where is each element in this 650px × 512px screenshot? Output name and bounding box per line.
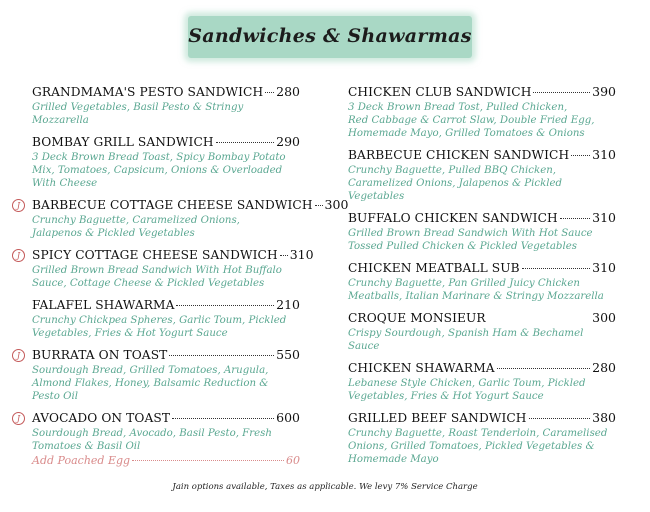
item-price: 300 xyxy=(592,310,616,325)
left-menu-column xyxy=(16,84,349,474)
menu-item xyxy=(16,247,314,290)
item-price: 310 xyxy=(592,210,616,225)
addon-line xyxy=(32,454,300,467)
item-description: Crunchy Baguette, Caramelized Onions, Jalapenos & Pickled Vegetables xyxy=(32,215,240,239)
item-name: CHICKEN MEATBALL SUB xyxy=(348,261,520,275)
leader-dots xyxy=(571,155,590,156)
item-price: 210 xyxy=(276,297,300,312)
item-price: 280 xyxy=(592,360,616,375)
item-price: 310 xyxy=(592,260,616,275)
leader-dots xyxy=(216,142,275,143)
right-menu-column xyxy=(348,84,616,473)
item-name: GRANDMAMA'S PESTO SANDWICH xyxy=(32,85,264,99)
jain-icon: J xyxy=(12,349,25,362)
item-description: Grilled Brown Bread Sandwich With Hot Buffalo Sauce, Cottage Cheese & Pickled Vegetables xyxy=(32,265,282,289)
item-description: Crunchy Baguette, Pan Grilled Juicy Chicken Meatballs, Italian Marinare & Stringy Mozzarella xyxy=(348,278,604,302)
menu-item xyxy=(348,410,616,466)
section-banner xyxy=(188,16,472,58)
item-price: 280 xyxy=(276,84,300,99)
item-name: BURRATA ON TOAST xyxy=(32,348,168,362)
leader-dots xyxy=(560,218,590,219)
section-title: Sandwiches & Shawarmas xyxy=(188,25,472,47)
item-name: BARBECUE CHICKEN SANDWICH xyxy=(348,148,570,162)
item-name: CHICKEN CLUB SANDWICH xyxy=(348,85,532,99)
leader-dots xyxy=(172,418,274,419)
menu-item xyxy=(32,84,300,127)
item-description: Crunchy Baguette, Pulled BBQ Chicken, Caramelized Onions, Jalapenos & Pickled Vegetables xyxy=(348,165,563,202)
leader-dots xyxy=(132,460,284,461)
leader-dots xyxy=(497,368,590,369)
menu-item xyxy=(348,360,616,403)
item-description: Crunchy Chickpea Spheres, Garlic Toum, Pickled Vegetables, Fries & Hot Yogurt Sauce xyxy=(32,315,287,339)
item-price: 310 xyxy=(592,147,616,162)
jain-icon: J xyxy=(12,249,25,262)
leader-dots xyxy=(265,92,274,93)
item-description: 3 Deck Brown Bread Toast, Spicy Bombay Potato Mix, Tomatoes, Capsicum, Onions & Overloaded With Cheese xyxy=(32,152,286,189)
menu-item xyxy=(16,197,349,240)
menu-item xyxy=(348,84,616,140)
leader-dots xyxy=(315,205,323,206)
leader-dots xyxy=(522,268,590,269)
item-price: 390 xyxy=(592,84,616,99)
leader-dots xyxy=(533,92,590,93)
leader-dots xyxy=(169,355,274,356)
menu-item xyxy=(348,310,616,353)
item-description: Sourdough Bread, Grilled Tomatoes, Arugula, Almond Flakes, Honey, Balsamic Reduction & Pesto Oil xyxy=(32,365,269,402)
leader-dots xyxy=(176,305,274,306)
item-name: BUFFALO CHICKEN SANDWICH xyxy=(348,211,558,225)
item-price: 310 xyxy=(289,247,314,262)
menu-item xyxy=(32,134,300,190)
menu-item xyxy=(348,147,616,203)
item-name: CHICKEN SHAWARMA xyxy=(348,361,495,375)
menu-item xyxy=(16,347,300,403)
item-price: 550 xyxy=(276,347,300,362)
item-name: SPICY COTTAGE CHEESE SANDWICH xyxy=(32,248,278,262)
item-description: Crunchy Baguette, Roast Tenderloin, Caramelised Onions, Grilled Tomatoes, Pickled Vegetables & Homemade Mayo xyxy=(348,428,608,465)
jain-icon: J xyxy=(12,199,25,212)
addon-price: 60 xyxy=(286,454,300,467)
menu-item xyxy=(32,297,300,340)
leader-dots xyxy=(280,255,288,256)
menu-item xyxy=(16,410,300,467)
item-price: 290 xyxy=(276,134,300,149)
item-price: 380 xyxy=(592,410,616,425)
menu-item xyxy=(348,260,616,303)
item-description: Sourdough Bread, Avocado, Basil Pesto, Fresh Tomatoes & Basil Oil xyxy=(32,428,272,452)
item-name: BARBECUE COTTAGE CHEESE SANDWICH xyxy=(32,198,313,212)
leader-dots xyxy=(529,418,591,419)
item-description: Grilled Vegetables, Basil Pesto & Stringy Mozzarella xyxy=(32,102,244,126)
item-description: 3 Deck Brown Bread Tost, Pulled Chicken, Red Cabbage & Carrot Slaw, Double Fried Egg, Homemade Mayo, Grilled Tomatoes & Onions xyxy=(348,102,595,139)
item-description: Lebanese Style Chicken, Garlic Toum, Pickled Vegetables, Fries & Hot Yogurt Sauce xyxy=(348,378,586,402)
item-name: AVOCADO ON TOAST xyxy=(32,411,171,425)
footer-note: Jain options available, Taxes as applicable. We levy 7% Service Charge xyxy=(172,482,478,492)
item-description: Grilled Brown Bread Sandwich With Hot Sauce Tossed Pulled Chicken & Pickled Vegetables xyxy=(348,228,593,252)
item-price: 600 xyxy=(276,410,300,425)
item-name: BOMBAY GRILL SANDWICH xyxy=(32,135,214,149)
item-price: 300 xyxy=(324,197,349,212)
item-name: GRILLED BEEF SANDWICH xyxy=(348,411,527,425)
item-description: Crispy Sourdough, Spanish Ham & Bechamel Sauce xyxy=(348,328,584,352)
jain-icon: J xyxy=(12,412,25,425)
item-name: FALAFEL SHAWARMA xyxy=(32,298,175,312)
item-name: CROQUE MONSIEUR xyxy=(348,311,486,325)
addon-name: Add Poached Egg xyxy=(32,454,131,467)
menu-item xyxy=(348,210,616,253)
